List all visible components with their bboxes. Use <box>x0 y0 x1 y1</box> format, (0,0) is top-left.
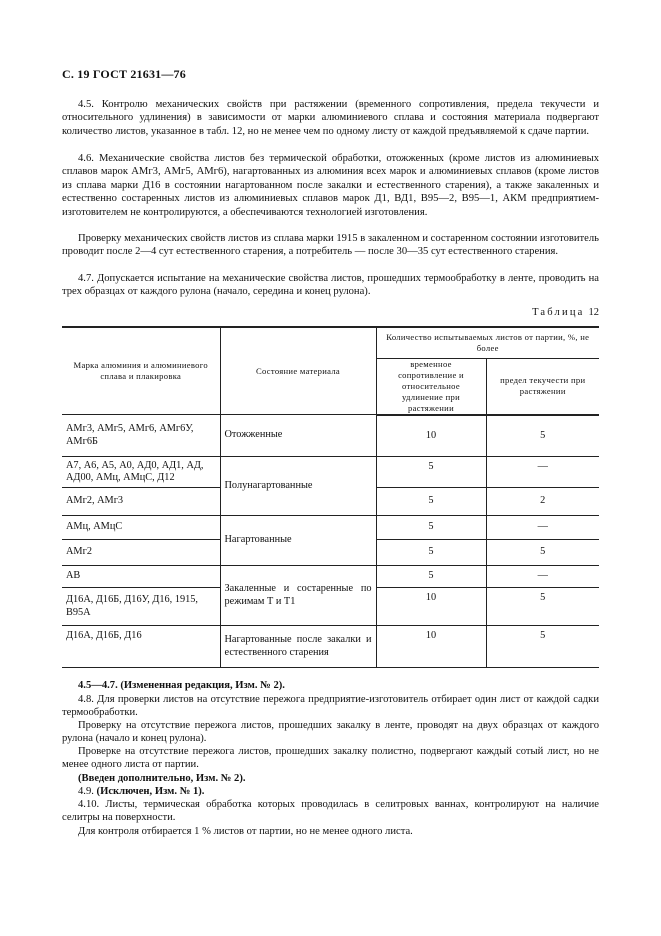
cell-grade: А7, А6, А5, А0, АД0, АД1, АД, АД00, АМц, АМцС, Д12 <box>62 457 220 488</box>
cell-grade: АМг2 <box>62 540 220 566</box>
cell-yield: 5 <box>486 415 599 457</box>
table-caption <box>532 307 599 318</box>
cell-tensile: 10 <box>376 626 486 668</box>
cell-yield: — <box>486 457 599 488</box>
paragraph-4-6: 4.6. Механические свойства листов без термической обработки, отожженных (кроме листов из алюминиевых сплавов марок АМг3, АМг5, АМг6), нагартованных из алюминия всех марок и алюминиевых сплавов (кроме листов из сплава марки Д16 в состоянии нагартованном после закалки и естественного старения), а также закаленных и естественно состаренных листов из алюминиевых сплавов марок Д1, ВД1, В95—2, В95—1, АКМ предприятием-изготовителем не контролируются, а обеспечиваются технологией изготовления. <box>62 153 599 218</box>
cell-grade: Д16А, Д16Б, Д16У, Д16, 1915, В95А <box>62 588 220 626</box>
table-row <box>62 566 599 588</box>
cell-yield: 5 <box>486 626 599 668</box>
cell-yield: 5 <box>486 588 599 626</box>
paragraph-4-9 <box>62 785 599 798</box>
paragraph-4-5: 4.5. Контролю механических свойств при растяжении (временного сопротивления, предела текучести и относительного удлинения) в зависимости от марки алюминиевого сплава и состояния материала подвергают количество листов, указанное в табл. 12, но не менее чем по одному листу от каждой предъявляемой к сдаче партии. <box>62 99 599 137</box>
cell-tensile: 10 <box>376 588 486 626</box>
header-tensile: временное сопротивление и относительное удлинение при растяжении <box>376 358 486 415</box>
cell-grade: АМг3, АМг5, АМг6, АМг6У, АМг6Б <box>62 415 220 457</box>
table-row <box>62 626 599 668</box>
amendment-note-added: (Введен дополнительно, Изм. № 2). <box>78 773 246 784</box>
cell-grade: Д16А, Д16Б, Д16 <box>62 626 220 668</box>
cell-grade: АМц, АМцС <box>62 516 220 540</box>
header-state: Состояние материала <box>220 327 376 415</box>
paragraph-sheet-quenching: Проверке на отсутствие пережога листов, прошедших закалку полистно, подвергают каждый сотый лист, но не менее одного листа от партии. <box>62 746 599 771</box>
paragraph-4-9-number: 4.9. <box>78 786 94 797</box>
cell-grade: АМг2, АМг3 <box>62 488 220 516</box>
table-caption-number: 12 <box>588 307 599 318</box>
cell-state: Полунагартованные <box>220 457 376 516</box>
paragraph-4-9-excluded: (Исключен, Изм. № 1). <box>96 786 205 797</box>
header-yield: предел текучести при растяжении <box>486 358 599 415</box>
paragraph-4-8: 4.8. Для проверки листов на отсутствие пережога предприятие-изготовитель отбирает один лист от каждой садки термообработки. <box>62 694 599 719</box>
table-caption-word: Таблица <box>532 307 585 318</box>
paragraph-control-sample: Для контроля отбирается 1 % листов от партии, но не менее одного листа. <box>78 826 413 837</box>
paragraph-1915: Проверку механических свойств листов из сплава марки 1915 в закаленном и состаренном состоянии изготовитель проводит после 2—4 сут естественного старения, а потребитель — после 30—35 сут естественного старения. <box>62 233 599 258</box>
cell-state: Нагартованные <box>220 516 376 566</box>
cell-tensile: 10 <box>376 415 486 457</box>
cell-yield: — <box>486 516 599 540</box>
cell-yield: 2 <box>486 488 599 516</box>
header-quantity: Количество испытываемых листов от партии, %, не более <box>376 327 599 358</box>
cell-grade: АВ <box>62 566 220 588</box>
cell-tensile: 5 <box>376 488 486 516</box>
table-row <box>62 516 599 540</box>
header-grade: Марка алюминия и алюминиевого сплава и плакировка <box>62 327 220 415</box>
paragraph-tape-quenching: Проверку на отсутствие пережога листов, прошедших закалку в ленте, проводят на двух образцах от каждого рулона (начало и конец рулона). <box>62 720 599 745</box>
cell-tensile: 5 <box>376 540 486 566</box>
table-12 <box>62 326 599 668</box>
cell-state: Закаленные и состаренные по режимам Т и Т1 <box>220 566 376 626</box>
page-header: С. 19 ГОСТ 21631—76 <box>62 67 186 81</box>
cell-state: Нагартованные после закалки и естественного старения <box>220 626 376 668</box>
paragraph-4-10: 4.10. Листы, термическая обработка которых проводилась в селитровых ваннах, контролируют на наличие селитры на поверхности. <box>62 799 599 824</box>
cell-yield: 5 <box>486 540 599 566</box>
cell-tensile: 5 <box>376 457 486 488</box>
cell-state: Отожженные <box>220 415 376 457</box>
table-row <box>62 457 599 488</box>
cell-tensile: 5 <box>376 516 486 540</box>
cell-yield: — <box>486 566 599 588</box>
amendment-note-4-5-4-7: 4.5—4.7. (Измененная редакция, Изм. № 2). <box>78 680 285 691</box>
paragraph-4-7: 4.7. Допускается испытание на механические свойства листов, прошедших термообработку в ленте, проводить на трех образцах от каждого рулона (начало, середина и конец рулона). <box>62 273 599 298</box>
cell-tensile: 5 <box>376 566 486 588</box>
table-row <box>62 415 599 457</box>
